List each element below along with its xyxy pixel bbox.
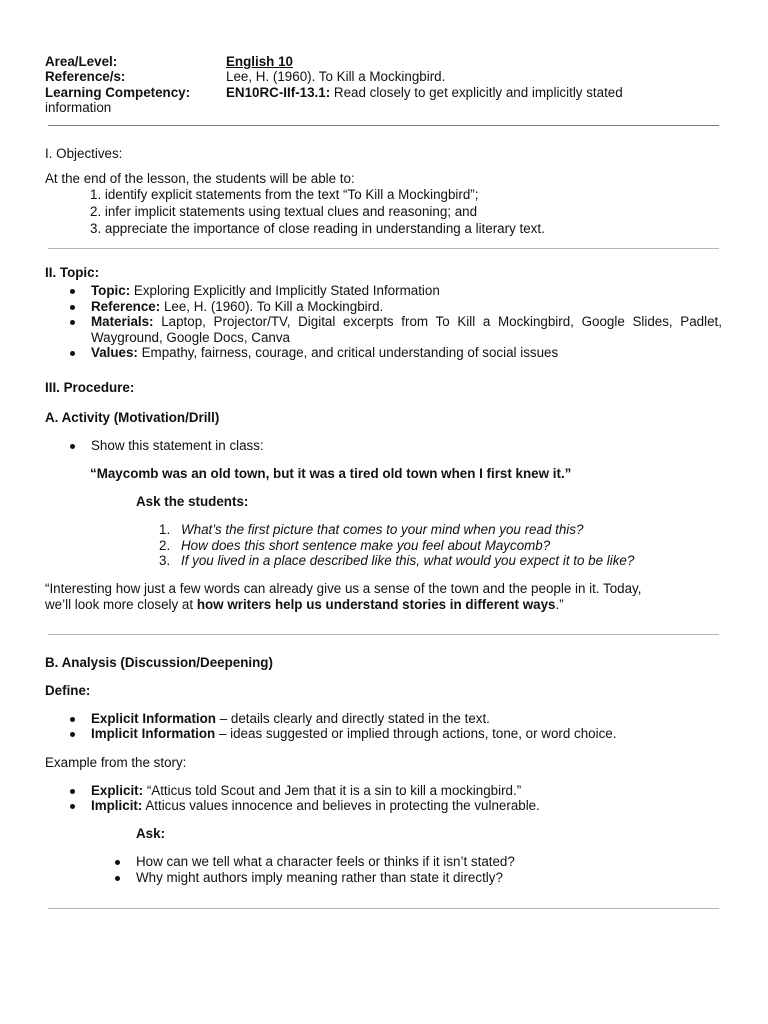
topic-item-label: Materials: (91, 314, 154, 329)
bullet-icon (70, 732, 75, 737)
example-label: Implicit: (91, 798, 143, 813)
objective-item: 2. infer implicit statements using textual clues and reasoning; and (90, 204, 478, 219)
reference-value: Lee, H. (1960). To Kill a Mockingbird. (226, 69, 446, 84)
topic-item-label: Values: (91, 345, 138, 360)
definition-text: – ideas suggested or implied through actions, tone, or word choice. (215, 726, 617, 741)
question-text: If you lived in a place described like this, what would you expect it to be like? (181, 553, 635, 568)
ask-heading: Ask: (136, 826, 166, 841)
example-label: Explicit: (91, 783, 144, 798)
activity-closing-line-1: “Interesting how just a few words can already give us a sense of the town and the people in it. Today, (45, 581, 642, 596)
definition-explicit (91, 711, 490, 727)
question-text: What’s the first picture that comes to your mind when you read this? (181, 522, 584, 537)
closing-text: .” (555, 597, 564, 612)
competency-value (226, 85, 623, 101)
topic-item-text: Empathy, fairness, courage, and critical understanding of social issues (137, 345, 559, 360)
area-level-value: English 10 (226, 54, 293, 69)
question-text: How does this short sentence make you feel about Maycomb? (181, 538, 551, 553)
bullet-icon (70, 789, 75, 794)
ask-item: Why might authors imply meaning rather than state it directly? (136, 870, 503, 885)
analysis-divider (48, 908, 719, 909)
topic-heading: II. Topic: (45, 265, 100, 280)
activity-heading: A. Activity (Motivation/Drill) (45, 410, 220, 425)
question-number: 3. (159, 553, 171, 568)
bullet-icon (70, 305, 75, 310)
example-text: Atticus values innocence and believes in protecting the vulnerable. (142, 798, 540, 813)
topic-item-label: Topic: (91, 283, 131, 298)
objectives-divider (48, 248, 719, 249)
header-divider (48, 125, 719, 126)
competency-code: EN10RC-IIf-13.1: (226, 85, 331, 100)
ask-students-heading: Ask the students: (136, 494, 249, 509)
example-intro: Example from the story: (45, 755, 187, 770)
reference-label: Reference/s: (45, 69, 126, 84)
ask-item: How can we tell what a character feels or thinks if it isn’t stated? (136, 854, 515, 869)
closing-text: we’ll look more closely at (45, 597, 197, 612)
bullet-icon (70, 717, 75, 722)
activity-quote: “Maycomb was an old town, but it was a tired old town when I first knew it.” (90, 466, 572, 481)
bullet-icon (70, 444, 75, 449)
topic-item-label: Reference: (91, 299, 161, 314)
competency-text: Read closely to get explicitly and implicitly stated (330, 85, 623, 100)
bullet-icon (115, 860, 120, 865)
topic-item-text: Laptop, Projector/TV, Digital excerpts from To Kill a Mockingbird, Google Slides, Padlet, Wayground, Google Docs, Canva (91, 314, 722, 345)
topic-item-text: Lee, H. (1960). To Kill a Mockingbird. (160, 299, 384, 314)
bullet-icon (70, 804, 75, 809)
definition-implicit (91, 726, 616, 742)
topic-item-text: Exploring Explicitly and Implicitly Stated Information (130, 283, 440, 298)
example-explicit (91, 783, 521, 799)
objective-item: 1. identify explicit statements from the text “To Kill a Mockingbird”; (90, 187, 479, 202)
objectives-intro: At the end of the lesson, the students will be able to: (45, 171, 355, 186)
definition-text: – details clearly and directly stated in the text. (216, 711, 490, 726)
closing-emphasis: how writers help us understand stories in different ways (196, 597, 556, 612)
definition-label: Explicit Information (91, 711, 216, 726)
topic-item-materials (91, 314, 722, 346)
definition-label: Implicit Information (91, 726, 216, 741)
area-level-label: Area/Level: (45, 54, 118, 69)
bullet-icon (70, 351, 75, 356)
topic-item-values (91, 345, 558, 361)
objective-item: 3. appreciate the importance of close reading in understanding a literary text. (90, 221, 545, 236)
objectives-heading: I. Objectives: (45, 146, 123, 161)
competency-continuation: information (45, 100, 112, 115)
activity-bullet: Show this statement in class: (91, 438, 264, 453)
competency-label: Learning Competency: (45, 85, 191, 100)
activity-divider (48, 634, 719, 635)
question-number: 1. (159, 522, 171, 537)
bullet-icon (70, 320, 75, 325)
question-number: 2. (159, 538, 171, 553)
analysis-heading: B. Analysis (Discussion/Deepening) (45, 655, 273, 670)
example-implicit (91, 798, 540, 814)
activity-closing-line-2 (45, 597, 564, 613)
bullet-icon (115, 876, 120, 881)
define-heading: Define: (45, 683, 91, 698)
topic-item-topic (91, 283, 440, 299)
bullet-icon (70, 289, 75, 294)
procedure-heading: III. Procedure: (45, 380, 135, 395)
topic-item-reference (91, 299, 383, 315)
example-text: “Atticus told Scout and Jem that it is a sin to kill a mockingbird.” (143, 783, 522, 798)
